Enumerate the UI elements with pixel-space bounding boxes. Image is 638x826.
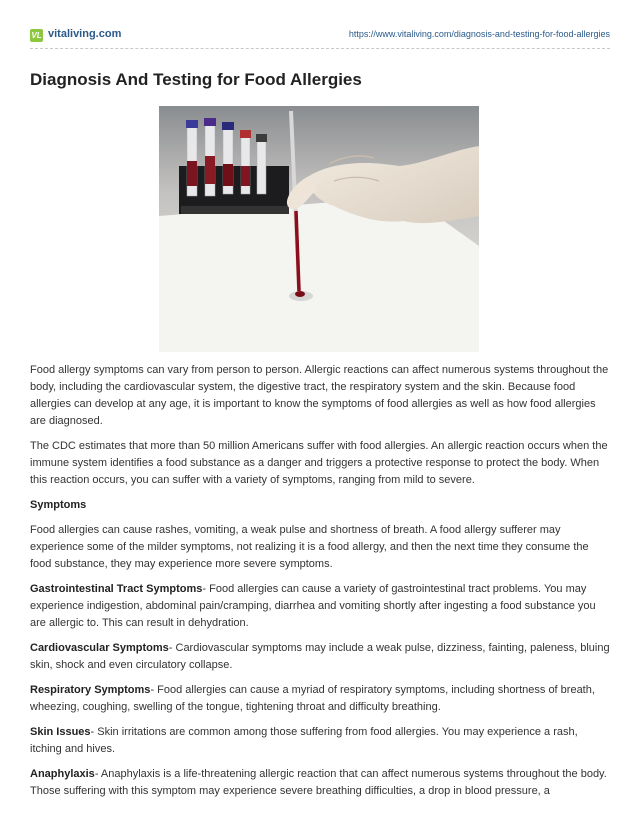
blood-test-photo: [159, 106, 479, 352]
symptom-item-cardiovascular: [30, 640, 610, 674]
symptom-item-text: - Food allergies can cause a variety of gastrointestinal tract problems. You may experience indigestion, abdominal pain/cramping, diarrhea and vomiting shortly after ingesting a food substance you are allergic to. This can result in dehydration.: [30, 583, 596, 629]
symptoms-heading-text: Symptoms: [30, 499, 87, 511]
site-name-link[interactable]: vitaliving.com: [48, 28, 122, 40]
page-header: [30, 27, 610, 45]
intro-paragraph-2: The CDC estimates that more than 50 million Americans suffer with food allergies. An allergic reaction occurs when the immune system identifies a food substance as a danger and triggers a protective response to protect the body. When this reaction occurs, you can suffer with a variety of symptoms, ranging from mild to severe.: [30, 440, 608, 486]
symptom-item-label: Skin Issues: [30, 726, 91, 738]
site-logo-icon: VL: [31, 31, 42, 40]
symptom-item-text: - Food allergies can cause a myriad of respiratory symptoms, including shortness of breath, wheezing, coughing, swelling of the tongue, tightening throat and difficulty breathing.: [30, 684, 595, 713]
symptom-item-label: Gastrointestinal Tract Symptoms: [30, 583, 203, 595]
symptom-item-label: Anaphylaxis: [30, 768, 95, 780]
intro-paragraph-1: Food allergy symptoms can vary from person to person. Allergic reactions can affect numerous systems throughout the body, including the cardiovascular system, the digestive tract, the respiratory system and the skin. Because food allergies can develop at any age, it is important to know the symptoms of food allergies as well as how food allergies are diagnosed.: [30, 364, 609, 427]
symptom-item-skin: [30, 724, 610, 758]
symptom-item-text: - Anaphylaxis is a life-threatening allergic reaction that can affect numerous systems throughout the body. Those suffering with this symptom may experience severe breathing difficulties, a drop in blood pressure, a: [30, 768, 607, 797]
symptom-item-label: Respiratory Symptoms: [30, 684, 151, 696]
page-url-link[interactable]: https://www.vitaliving.com/diagnosis-and-testing-for-food-allergies: [348, 29, 610, 39]
symptom-item-respiratory: [30, 682, 610, 716]
symptom-item-gastrointestinal: [30, 581, 610, 632]
symptom-item-label: Cardiovascular Symptoms: [30, 642, 169, 654]
header-divider: [30, 48, 610, 49]
symptom-item-text: - Cardiovascular symptoms may include a weak pulse, dizziness, fainting, paleness, bluing skin, shock and even circulatory collapse.: [30, 642, 610, 671]
article-title: Diagnosis And Testing for Food Allergies: [30, 70, 362, 89]
symptom-item-anaphylaxis: [30, 766, 610, 800]
symptoms-paragraph: Food allergies can cause rashes, vomiting, a weak pulse and shortness of breath. A food allergy sufferer may experience some of the milder symptoms, not realizing it is a food allergy, and then the next time they consume the food substance, they may experience more severe symptoms.: [30, 524, 589, 570]
symptoms-heading: [30, 497, 610, 514]
symptom-item-text: - Skin irritations are common among those suffering from food allergies. You may experience a rash, itching and hives.: [30, 726, 578, 755]
article-body: [30, 362, 610, 808]
